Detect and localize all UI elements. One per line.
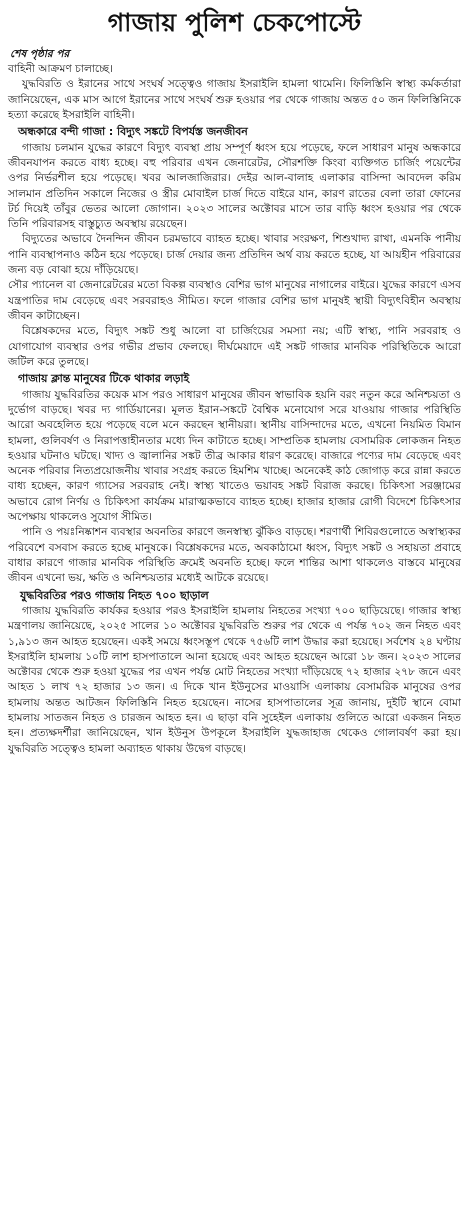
article-paragraph: বাহিনী আক্রমণ চালাচ্ছে। (8, 63, 113, 75)
article-paragraph: গাজায় যুদ্ধবিরতি কার্যকর হওয়ার পরও ইসরাইলি হামলায় নিহতের সংখ্যা ৭০০ ছাড়িয়েছে। গাজার স্বাস্থ্য মন্ত্রণালয় জানিয়েছে, ২০২৫ সালের ১০ অক্টোবর যুদ্ধবিরতি শুরুর পর থেকে এ পর্যন্ত ৭০২ জন নিহত এবং ১,৯১৩ জন আহত হয়েছেন। একই সময়ে ধ্বংসস্তূপ থেকে ৭৫৬টি লাশ উদ্ধার করা হয়েছে। সর্বশেষ ২৪ ঘণ্টায় ইসরাইলি হামলায় ১০টি লাশ হাসপাতালে আনা হয়েছে এবং আহত হয়েছেন আরো ১৮ জন। ২০২৩ সালের অক্টোবর থেকে শুরু হওয়া যুদ্ধের পর এখন পর্যন্ত মোট নিহতের সংখ্যা দাঁড়িয়েছে ৭২ হাজার ২৭৮ জনে এবং আহত ১ লাখ ৭২ হাজার ১৩ জন। এ দিকে খান ইউনুসের মাওয়াসি এলাকায় বেসামরিক মানুষের ওপর হামলায় অন্তত আটজন ফিলিস্তিনি নিহত হয়েছেন। নাসের হাসপাতালের সূত্র জানায়, দুইটি স্থানে বোমা হামলায় সাতজন নিহত ও চারজন আহত হন। এ ছাড়া বনি সুহেইল এলাকায় গুলিতে আরো একজন নিহত হন। প্রত্যক্ষদর্শীরা জানিয়েছেন, খান ইউনুস উপকূলে ইসরাইলি যুদ্ধজাহাজ থেকেও গোলাবর্ষণ করা হয়। যুদ্ধবিরতি সত্ত্বেও হামলা অব্যাহত থাকায় উদ্বেগ বাড়ছে। (8, 605, 461, 755)
subheading-survival: গাজায় ক্লান্ত মানুষের টিকে থাকার লড়াই (18, 372, 190, 386)
article-paragraph: গাজায় চলমান যুদ্ধের কারণে বিদ্যুৎ ব্যবস্থা প্রায় সম্পূর্ণ ধ্বংস হয়ে পড়েছে, ফলে সাধারণ মানুষ অন্ধকারে জীবনযাপন করতে বাধ্য হচ্ছে। বহু পরিবার এখন জেনারেটর, সৌরশক্তি কিংবা ব্যক্তিগত চার্জিং পয়েন্টের ওপর নির্ভরশীল হয়ে পড়েছে। খবর আলজাজিরার। দেইর আল-বালাহ এলাকার বাসিন্দা আবদেল করিম সালমান প্রতিদিন সকালে নিজের ও স্ত্রীর মোবাইল চার্জ দিতে বাইরে যান, কারণ রাতের বেলা তারা ফোনের টর্চ দিয়েই তাঁবুর ভেতর আলো জোগান। ২০২৩ সালের অক্টোবর মাসে তার বাড়ি ধ্বংস হওয়ার পর থেকে তিনি পরিবারসহ বাস্তুচ্যুত অবস্থায় রয়েছেন। (8, 141, 461, 231)
article-paragraph: সৌর প্যানেল বা জেনারেটরের মতো বিকল্প ব্যবস্থাও বেশির ভাগ মানুষের নাগালের বাইরে। যুদ্ধের কারণে এসব যন্ত্রপাতির দাম বেড়েছে এবং সরবরাহও সীমিত। ফলে গাজার বেশির ভাগ মানুষই স্থায়ী বিদ্যুৎবিহীন অবস্থায় জীবন কাটাচ্ছেন। (8, 279, 461, 322)
article-headline: গাজায় পুলিশ চেকপোস্টে (107, 8, 362, 37)
subheading-death-toll: যুদ্ধবিরতির পরও গাজায় নিহত ৭০০ ছাড়াল (20, 588, 209, 602)
article-paragraph: যুদ্ধবিরতি ও ইরানের সাথে সংঘর্ষ সত্ত্বেও গাজায় ইসরাইলি হামলা থামেনি। ফিলিস্তিনি স্বাস্থ্য কর্মকর্তারা জানিয়েছেন, এক মাস আগে ইরানের সাথে সংঘর্ষ শুরু হওয়ার পর থেকে গাজায় অন্তত ৫০ জন ফিলিস্তিনিকে হত্যা করেছে ইসরাইলি বাহিনী। (8, 78, 461, 121)
article-paragraph: গাজায় যুদ্ধবিরতির কয়েক মাস পরও সাধারণ মানুষের জীবন স্বাভাবিক হয়নি বরং নতুন করে অনিশ্চয়তা ও দুর্ভোগ বাড়ছে। খবর দ্য গার্ডিয়ানের। মূলত ইরান-সঙ্কটে বৈশ্বিক মনোযোগ সরে যাওয়ায় গাজার পরিস্থিতি আরো অবহেলিত হয়ে পড়েছে বলে মনে করছেন স্থানীয়রা। স্থানীয় বাসিন্দাদের মতে, এখনো নিয়মিত বিমান হামলা, গুলিবর্ষণ ও নিরাপত্তাহীনতার মধ্যে দিন কাটাতে হচ্ছে। সাম্প্রতিক হামলায় বেসামরিক লোকজন নিহত হওয়ার ঘটনাও ঘটছে। খাদ্য ও জ্বালানির সঙ্কট তীব্র আকার ধারণ করেছে। বাজারে পণ্যের দাম বেড়েছে এবং অনেক পরিবার নিত্যপ্রয়োজনীয় খাবার সংগ্রহ করতে হিমশিম খাচ্ছে। অনেকেই কাঠ জোগাড় করে রান্না করতে বাধ্য হচ্ছেন, কারণ গ্যাসের সরবরাহ নেই। স্বাস্থ্য খাতেও ভয়াবহ সঙ্কট বিরাজ করছে। চিকিৎসা সরঞ্জামের অভাবে রোগ নির্ণয় ও চিকিৎসা কার্যক্রম মারাত্মকভাবে ব্যাহত হচ্ছে। হাজার হাজার রোগী বিদেশে চিকিৎসার অপেক্ষায় থাকলেও সুযোগ সীমিত। (8, 388, 461, 524)
article-paragraph: বিশ্লেষকদের মতে, বিদ্যুৎ সঙ্কট শুধু আলো বা চার্জিংয়ের সমস্যা নয়; এটি স্বাস্থ্য, পানি সরবরাহ ও যোগাযোগ ব্যবস্থার ওপর গভীর প্রভাব ফেলছে। দীর্ঘমেয়াদে এই সঙ্কট গাজার মানবিক পরিস্থিতিকে আরো জটিল করে তুলছে। (8, 325, 461, 368)
article-paragraph: বিদ্যুতের অভাবে দৈনন্দিন জীবন চরমভাবে ব্যাহত হচ্ছে। খাবার সংরক্ষণ, শিশুখাদ্য রাখা, এমনকি পানীয় পানি ব্যবস্থাপনাও কঠিন হয়ে পড়েছে। চার্জ দেয়ার জন্য প্রতিদিন অর্থ ব্যয় করতে হচ্ছে, যা আয়হীন পরিবারের জন্য বড় বোঝা হয়ে দাঁড়িয়েছে। (8, 233, 461, 277)
continued-from-label: শেষ পৃষ্ঠার পর (10, 48, 70, 60)
subheading-darkness: অন্ধকারে বন্দী গাজা : বিদ্যুৎ সঙ্কটে বিপর্যস্ত জনজীবন (18, 125, 248, 139)
article-paragraph: পানি ও পয়ঃনিষ্কাশন ব্যবস্থার অবনতির কারণে জনস্বাস্থ্য ঝুঁকিও বাড়ছে। শরণার্থী শিবিরগুলোতে অস্বাস্থ্যকর পরিবেশে বসবাস করতে হচ্ছে মানুষকে। বিশ্লেষকদের মতে, অবকাঠামো ধ্বংস, বিদ্যুৎ সঙ্কট ও সহায়তা প্রবাহে বাধার কারণে গাজার মানবিক পরিস্থিতি ক্রমেই অবনতি হচ্ছে। ফলে শান্তির আশা থাকলেও বাস্তবে মানুষের জীবন এখনো ভয়, ক্ষতি ও অনিশ্চয়তার মধ্যেই আটকে রয়েছে। (8, 526, 461, 585)
